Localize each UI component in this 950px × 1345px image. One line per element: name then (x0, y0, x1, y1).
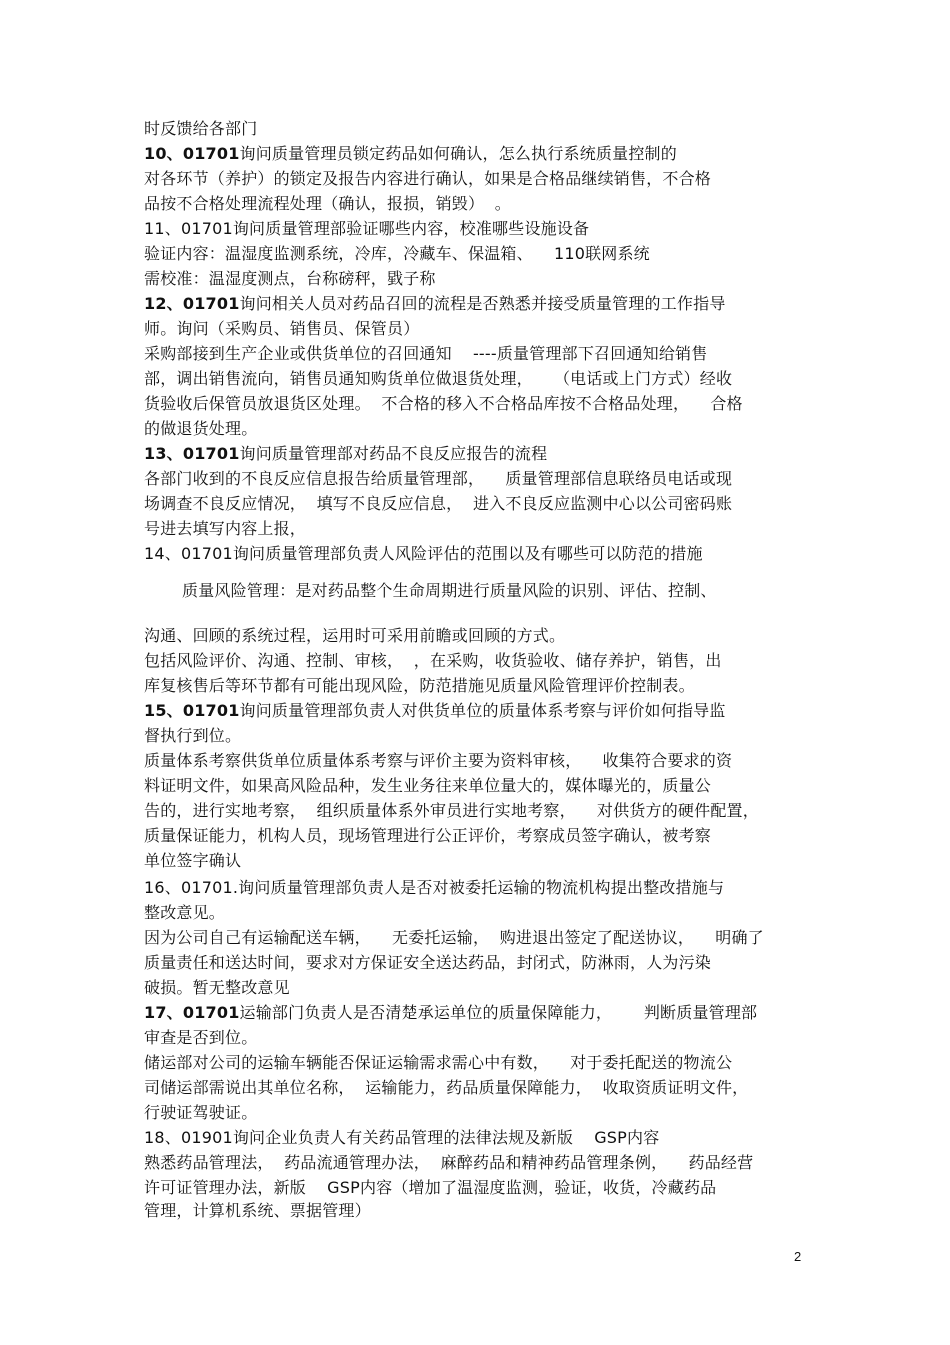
text-line: 破损。暂无整改意见 (144, 978, 290, 997)
text-line: 督执行到位。 (144, 726, 242, 745)
question-text: 询问质量管理部负责人对供货单位的质量体系考察与评价如何指导监 (239, 701, 726, 720)
question-number: 17、01701 (144, 1003, 240, 1022)
question-17 (144, 1002, 757, 1024)
text-line: 储运部对公司的运输车辆能否保证运输需求需心中有数， 对于委托配送的物流公 (144, 1053, 733, 1072)
question-number: 16、01701. (144, 878, 239, 897)
text-line: 时反馈给各部门 (144, 119, 258, 138)
text-line: 师。询问（采购员、销售员、保管员） (144, 319, 420, 338)
text-line: 司储运部需说出其单位名称， 运输能力，药品质量保障能力， 收取资质证明文件， (144, 1078, 749, 1097)
question-number: 10、01701 (144, 144, 240, 163)
text-line: 各部门收到的不良反应信息报告给质量管理部， 质量管理部信息联络员电话或现 (144, 469, 733, 488)
text-line: 场调查不良反应情况， 填写不良反应信息， 进入不良反应监测中心以公司密码账 (144, 494, 733, 513)
question-14 (144, 543, 703, 565)
question-16 (144, 877, 724, 899)
question-15 (144, 700, 726, 722)
text-line: 熟悉药品管理法， 药品流通管理办法， 麻醉药品和精神药品管理条例， 药品经营 (144, 1153, 754, 1172)
text-line: 部，调出销售流向，销售员通知购货单位做退货处理， （电话或上门方式）经收 (144, 369, 733, 388)
text-line: 包括风险评价、沟通、控制、审核， ，在采购，收货验收、储存养护，销售，出 (144, 651, 722, 670)
question-number: 13、01701 (144, 444, 240, 463)
question-11 (144, 218, 589, 240)
question-number: 11、01701 (144, 219, 233, 238)
text-line: 货验收后保管员放退货区处理。 不合格的移入不合格品库按不合格品处理， 合格 (144, 394, 743, 413)
text-line: 沟通、回顾的系统过程，运用时可采用前瞻或回顾的方式。 (144, 626, 566, 645)
question-18 (144, 1127, 659, 1149)
question-10 (144, 143, 677, 165)
text-line: 管理，计算机系统、票据管理） (144, 1201, 371, 1220)
text-line: 因为公司自己有运输配送车辆， 无委托运输， 购进退出签定了配送协议， 明确了 (144, 928, 764, 947)
question-13 (144, 443, 547, 465)
question-text: 询问质量管理部负责人风险评估的范围以及有哪些可以防范的措施 (232, 544, 703, 563)
text-line: 整改意见。 (144, 903, 226, 922)
question-text: 询问质量管理员锁定药品如何确认，怎么执行系统质量控制的 (239, 144, 677, 163)
text-line: 质量保证能力，机构人员，现场管理进行公正评价，考察成员签字确认，被考察 (144, 826, 712, 845)
text-line: 的做退货处理。 (144, 419, 258, 438)
text-line: 采购部接到生产企业或供货单位的召回通知 ----质量管理部下召回通知给销售 (144, 344, 708, 363)
page-number: 2 (794, 1249, 802, 1264)
text-line: 号进去填写内容上报， (144, 519, 307, 538)
question-text: 询问企业负责人有关药品管理的法律法规及新版 GSP内容 (232, 1128, 660, 1147)
text-line: 质量体系考察供货单位质量体系考察与评价主要为资料审核， 收集符合要求的资 (144, 751, 733, 770)
text-line: 单位签字确认 (144, 851, 242, 870)
text-line: 库复核售后等环节都有可能出现风险，防范措施见质量风险管理评价控制表。 (144, 676, 695, 695)
text-line-indented: 质量风险管理：是对药品整个生命周期进行质量风险的识别、评估、控制、 (182, 581, 717, 600)
text-line: 品按不合格处理流程处理（确认，报损，销毁） 。 (144, 194, 511, 213)
question-text: 询问质量管理部负责人是否对被委托运输的物流机构提出整改措施与 (238, 878, 725, 897)
text-line: 质量责任和送达时间，要求对方保证安全送达药品，封闭式，防淋雨，人为污染 (144, 953, 712, 972)
text-line: 许可证管理办法，新版 GSP内容（增加了温湿度监测，验证，收货，冷藏药品 (144, 1178, 717, 1197)
question-number: 12、01701 (144, 294, 240, 313)
question-text: 询问质量管理部验证哪些内容，校准哪些设施设备 (232, 219, 590, 238)
text-line: 料证明文件，如果高风险品种，发生业务往来单位量大的，媒体曝光的，质量公 (144, 776, 712, 795)
question-number: 14、01701 (144, 544, 233, 563)
text-line: 审查是否到位。 (144, 1028, 258, 1047)
question-text: 询问相关人员对药品召回的流程是否熟悉并接受质量管理的工作指导 (239, 294, 726, 313)
text-line: 行驶证驾驶证。 (144, 1103, 258, 1122)
text-line: 需校准：温湿度测点，台称磅秤，戥子称 (144, 269, 436, 288)
question-text: 询问质量管理部对药品不良反应报告的流程 (239, 444, 548, 463)
text-line: 告的，进行实地考察， 组织质量体系外审员进行实地考察， 对供货方的硬件配置， (144, 801, 759, 820)
question-number: 18、01901 (144, 1128, 233, 1147)
question-text: 运输部门负责人是否清楚承运单位的质量保障能力， 判断质量管理部 (239, 1003, 758, 1022)
text-line: 验证内容：温湿度监测系统，冷库，冷藏车、保温箱、 110联网系统 (144, 244, 650, 263)
question-12 (144, 293, 726, 315)
text-line: 对各环节（养护）的锁定及报告内容进行确认，如果是合格品继续销售，不合格 (144, 169, 712, 188)
question-number: 15、01701 (144, 701, 240, 720)
